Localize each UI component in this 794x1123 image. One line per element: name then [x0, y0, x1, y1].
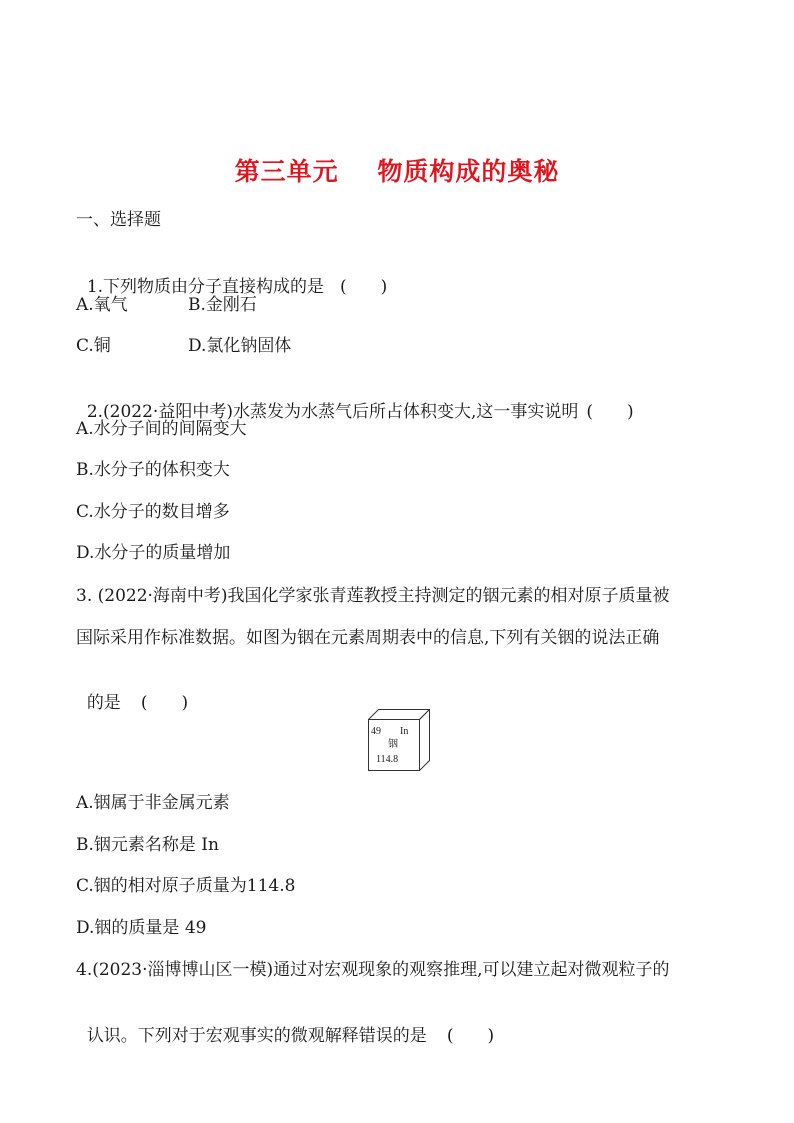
question-1-text: 1.下列物质由分子直接构成的是	[86, 277, 325, 297]
indium-element-card	[368, 709, 430, 771]
question-3-stem-line2: 国际采用作标准数据。如图为铟在元素周期表中的信息,下列有关铟的说法正确	[76, 628, 660, 648]
question-3-stem-line1: 3. (2022·海南中考)我国化学家张青莲教授主持测定的铟元素的相对原子质量被	[76, 586, 670, 606]
question-3-text: 的是	[86, 693, 121, 713]
question-4-text: 认识。下列对于宏观事实的微观解释错误的是	[86, 1026, 427, 1046]
atomic-number: 49	[371, 726, 381, 737]
answer-bracket: ( )	[340, 277, 388, 297]
question-1-stem	[76, 251, 387, 299]
q3-option-b: B.铟元素名称是 In	[76, 835, 219, 855]
q3-option-d: D.铟的质量是 49	[76, 918, 207, 938]
q3-option-a: A.铟属于非金属元素	[76, 793, 230, 813]
q2-option-d: D.水分子的质量增加	[76, 543, 231, 563]
q2-option-c: C.水分子的数目增多	[76, 502, 230, 522]
q1-option-b: B.金刚石	[188, 295, 257, 315]
atomic-mass: 114.8	[376, 754, 399, 765]
section-heading: 一、选择题	[76, 210, 161, 230]
answer-bracket: ( )	[140, 693, 189, 713]
question-3-stem-line3	[76, 667, 188, 715]
q1-option-d: D.氯化钠固体	[188, 336, 292, 356]
element-symbol: In	[400, 726, 409, 737]
q3-option-c: C.铟的相对原子质量为114.8	[76, 876, 296, 896]
answer-bracket: ( )	[446, 1026, 495, 1046]
answer-bracket: ( )	[586, 402, 634, 422]
q1-option-c: C.铜	[76, 336, 111, 356]
q2-option-b: B.水分子的体积变大	[76, 460, 230, 480]
question-4-stem-line2	[76, 1000, 494, 1048]
q2-option-a: A.水分子间的间隔变大	[76, 419, 247, 439]
element-name: 铟	[388, 739, 398, 750]
q1-option-a: A.氧气	[76, 295, 128, 315]
page-title: 第三单元 物质构成的奥秘	[234, 157, 560, 186]
question-2-text: 2.(2022·益阳中考)水蒸发为水蒸气后所占体积变大,这一事实说明	[86, 402, 579, 422]
question-4-stem-line1: 4.(2023·淄博博山区一模)通过对宏观现象的观察推理,可以建立起对微观粒子的	[76, 960, 670, 980]
